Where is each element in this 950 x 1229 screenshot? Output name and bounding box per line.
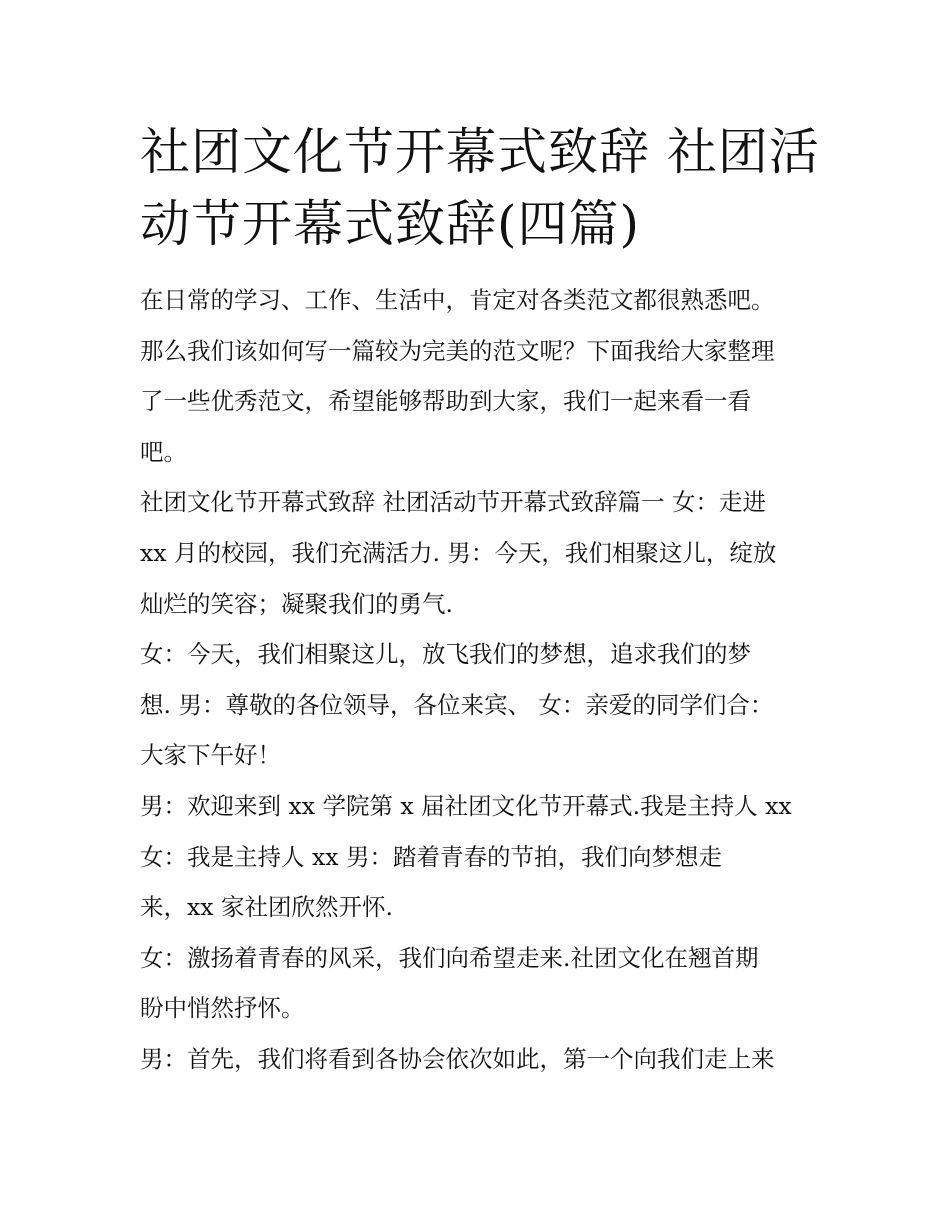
body-line: 了一些优秀范文，希望能够帮助到大家，我们一起来看一看 xyxy=(140,387,751,416)
body-line: 想. 男：尊敬的各位领导，各位来宾、 女：亲爱的同学们合： xyxy=(140,690,774,719)
title-line: 社团文化节开幕式致辞 社团活 xyxy=(140,123,820,181)
body-line: 那么我们该如何写一篇较为完美的范文呢？下面我给大家整理 xyxy=(140,336,775,365)
body-line: 吧。 xyxy=(140,437,187,466)
body-line: 在日常的学习、工作、生活中，肯定对各类范文都很熟悉吧。 xyxy=(140,286,775,314)
body-line: 女：我是主持人 xx 男：踏着青春的节拍，我们向梦想走 xyxy=(140,842,722,871)
body-line: 男：欢迎来到 xx 学院第 x 届社团文化节开幕式.我是主持人 xx xyxy=(140,791,792,820)
title-line: 动节开幕式致辞(四篇) xyxy=(140,195,641,253)
document-title xyxy=(140,116,820,260)
body-line: 大家下午好！ xyxy=(140,741,281,770)
body-line: xx 月的校园，我们充满活力. 男：今天，我们相聚这儿，绽放 xyxy=(140,538,777,567)
body-line: 盼中悄然抒怀。 xyxy=(140,994,305,1023)
body-line: 女：今天，我们相聚这儿，放飞我们的梦想，追求我们的梦 xyxy=(140,640,751,669)
body-line: 男：首先，我们将看到各协会依次如此，第一个向我们走上来 xyxy=(140,1044,775,1073)
document-body xyxy=(140,280,820,1090)
body-line: 灿烂的笑容；凝聚我们的勇气. xyxy=(140,589,453,618)
body-line: 女：激扬着青春的风采，我们向希望走来.社团文化在翘首期 xyxy=(140,943,759,972)
body-line: 来，xx 家社团欣然开怀. xyxy=(140,893,393,922)
body-line: 社团文化节开幕式致辞 社团活动节开幕式致辞篇一 女：走进 xyxy=(140,488,766,517)
